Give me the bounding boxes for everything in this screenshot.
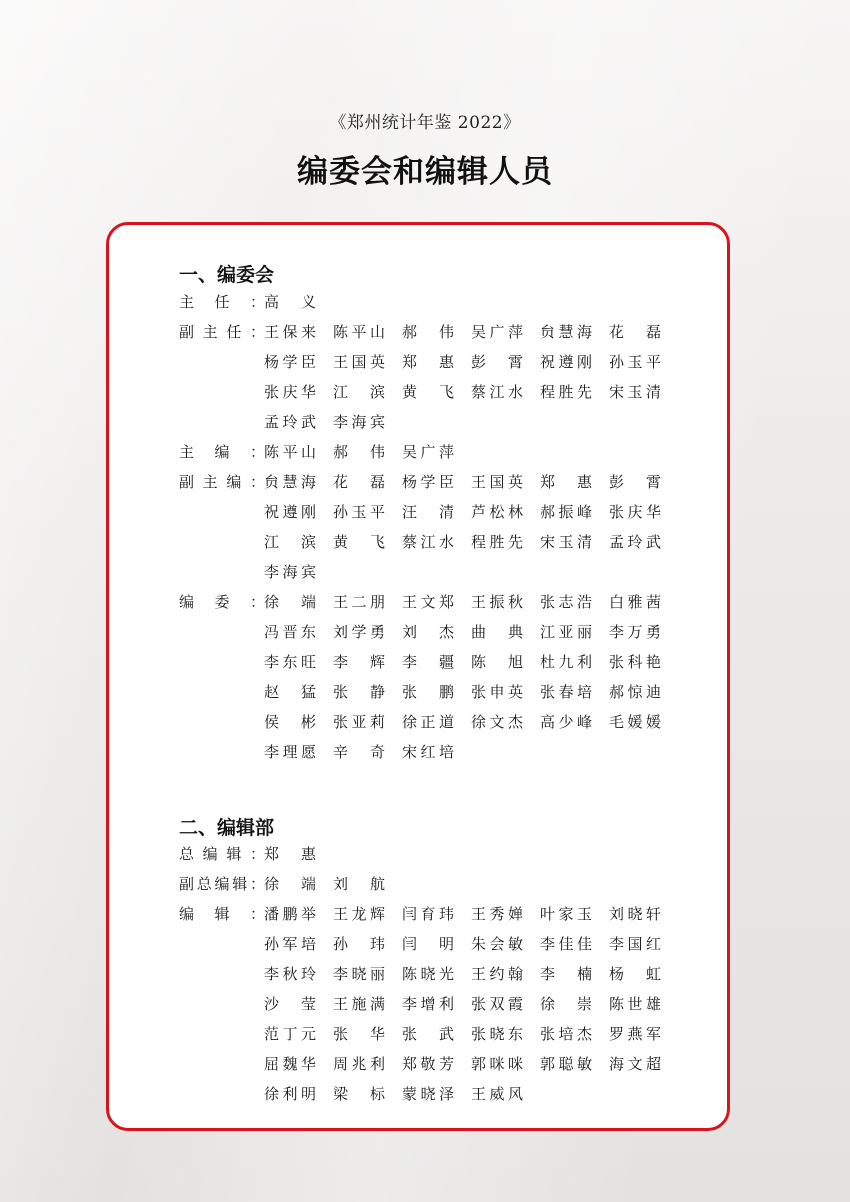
person-name: 李 辉 — [333, 653, 385, 671]
person-name: 李东旺 — [264, 653, 316, 671]
person-name: 叶家玉 — [540, 905, 592, 923]
person-name: 徐利明 — [264, 1085, 316, 1103]
names-deputy-editor-in-chief — [264, 869, 674, 899]
person-name: 张科艳 — [609, 653, 661, 671]
person-name: 徐正道 — [402, 713, 454, 731]
person-name: 陈世雄 — [609, 995, 661, 1013]
role-label-char: 任 — [214, 293, 230, 311]
person-name: 王二朋 — [333, 593, 385, 611]
person-name: 陈平山 — [333, 323, 385, 341]
person-name: 郝 伟 — [402, 323, 454, 341]
person-name: 张庆华 — [609, 503, 661, 521]
role-label-char: 主 — [179, 293, 195, 311]
role-label-char: 编 — [202, 845, 218, 863]
role-label-char: 编 — [214, 875, 230, 893]
role-label-editors — [179, 899, 265, 929]
person-name: 杨学臣 — [264, 353, 316, 371]
role-label-char: 辑 — [226, 845, 242, 863]
person-name: 孙 玮 — [333, 935, 385, 953]
person-name: 李佳佳 — [540, 935, 592, 953]
person-name: 侯 彬 — [264, 713, 316, 731]
person-name: 刘学勇 — [333, 623, 385, 641]
person-name: 李海宾 — [264, 563, 316, 581]
person-name: 刘晓轩 — [609, 905, 661, 923]
person-name: 张春培 — [540, 683, 592, 701]
person-name: 冯晋东 — [264, 623, 316, 641]
role-label-deputy-director — [179, 317, 265, 347]
role-label-char: 主 — [202, 473, 218, 491]
person-name: 徐 崇 — [540, 995, 592, 1013]
person-name: 辛 奇 — [333, 743, 385, 761]
role-label-char: 总 — [196, 875, 212, 893]
role-label-char: 主 — [179, 443, 195, 461]
role-label-char: ： — [249, 593, 265, 611]
person-name: 郝 伟 — [333, 443, 385, 461]
person-name: 张申英 — [471, 683, 523, 701]
person-name: 张 鹏 — [402, 683, 454, 701]
person-name: 王文郑 — [402, 593, 454, 611]
person-name: 郑 惠 — [540, 473, 592, 491]
person-name: 徐 端 — [264, 875, 316, 893]
names-chief-editor — [264, 437, 674, 467]
role-label-director — [179, 287, 265, 317]
person-name: 郑敬芳 — [402, 1055, 454, 1073]
person-name: 李 疆 — [402, 653, 454, 671]
person-name: 江亚丽 — [540, 623, 592, 641]
role-label-char: 编 — [179, 593, 195, 611]
names-board-members — [264, 587, 674, 767]
person-name: 李理愿 — [264, 743, 316, 761]
role-label-char: 编 — [214, 443, 230, 461]
person-name: 潘鹏举 — [264, 905, 316, 923]
person-name: 王国英 — [471, 473, 523, 491]
role-label-char: 副 — [179, 473, 195, 491]
names-director — [264, 287, 674, 317]
person-name: 程胜先 — [540, 383, 592, 401]
role-label-char: 任 — [226, 323, 242, 341]
role-label-char: 辑 — [232, 875, 248, 893]
role-label-char: 委 — [214, 593, 230, 611]
person-name: 黄 飞 — [402, 383, 454, 401]
person-name: 王保来 — [264, 323, 316, 341]
person-name: 王威风 — [471, 1085, 523, 1103]
person-name: 宋玉清 — [609, 383, 661, 401]
person-name: 郑 惠 — [264, 845, 316, 863]
person-name: 蔡江水 — [471, 383, 523, 401]
person-name: 王龙辉 — [333, 905, 385, 923]
person-name: 屈魏华 — [264, 1055, 316, 1073]
role-label-char: 主 — [202, 323, 218, 341]
person-name: 孙玉平 — [609, 353, 661, 371]
person-name: 陈平山 — [264, 443, 316, 461]
person-name: 张志浩 — [540, 593, 592, 611]
person-name: 徐文杰 — [471, 713, 523, 731]
person-name: 闫 明 — [402, 935, 454, 953]
person-name: 闫育玮 — [402, 905, 454, 923]
person-name: 江 滨 — [264, 533, 316, 551]
names-editors — [264, 899, 674, 1109]
person-name: 黄 飞 — [333, 533, 385, 551]
person-name: 赵 猛 — [264, 683, 316, 701]
person-name: 吴广萍 — [471, 323, 523, 341]
person-name: 郭咪咪 — [471, 1055, 523, 1073]
person-name: 孙军培 — [264, 935, 316, 953]
person-name: 王施满 — [333, 995, 385, 1013]
names-deputy-chief-editor — [264, 467, 674, 587]
person-name: 王秀婵 — [471, 905, 523, 923]
role-label-chief-editor — [179, 437, 265, 467]
person-name: 吴广萍 — [402, 443, 454, 461]
person-name: 曲 典 — [471, 623, 523, 641]
names-editor-in-chief — [264, 839, 674, 869]
person-name: 王国英 — [333, 353, 385, 371]
person-name: 张 静 — [333, 683, 385, 701]
person-name: 张庆华 — [264, 383, 316, 401]
person-name: 花 磊 — [333, 473, 385, 491]
person-name: 祝遵刚 — [540, 353, 592, 371]
person-name: 李 楠 — [540, 965, 592, 983]
person-name: 孟玲武 — [264, 413, 316, 431]
person-name: 范丁元 — [264, 1025, 316, 1043]
role-label-char: ： — [249, 875, 265, 893]
section-heading-editorial-department: 二、编辑部 — [179, 817, 275, 839]
person-name: 祝遵刚 — [264, 503, 316, 521]
person-name: 陈晓光 — [402, 965, 454, 983]
role-label-char: ： — [249, 473, 265, 491]
person-name: 孟玲武 — [609, 533, 661, 551]
role-label-char: ： — [249, 905, 265, 923]
role-label-char: ： — [249, 845, 265, 863]
person-name: 张亚莉 — [333, 713, 385, 731]
person-name: 蔡江水 — [402, 533, 454, 551]
role-label-char: 副 — [179, 323, 195, 341]
role-label-char: ： — [249, 293, 265, 311]
person-name: 杨 虹 — [609, 965, 661, 983]
person-name: 陈 旭 — [471, 653, 523, 671]
person-name: 程胜先 — [471, 533, 523, 551]
person-name: 张培杰 — [540, 1025, 592, 1043]
page-subtitle: 《郑州统计年鉴 2022》 — [329, 113, 521, 133]
role-label-char: 辑 — [214, 905, 230, 923]
person-name: 芦松林 — [471, 503, 523, 521]
person-name: 沙 莹 — [264, 995, 316, 1013]
person-name: 李晓丽 — [333, 965, 385, 983]
role-label-char: ： — [249, 323, 265, 341]
person-name: 杜九利 — [540, 653, 592, 671]
person-name: 刘 航 — [333, 875, 385, 893]
person-name: 李海宾 — [333, 413, 385, 431]
role-label-char: ： — [249, 443, 265, 461]
page-title: 编委会和编辑人员 — [297, 154, 553, 190]
person-name: 海文超 — [609, 1055, 661, 1073]
person-name: 李秋玲 — [264, 965, 316, 983]
names-deputy-director — [264, 317, 674, 437]
person-name: 毛媛媛 — [609, 713, 661, 731]
person-name: 白雅茜 — [609, 593, 661, 611]
person-name: 张晓东 — [471, 1025, 523, 1043]
person-name: 郭聪敏 — [540, 1055, 592, 1073]
person-name: 郝振峰 — [540, 503, 592, 521]
person-name: 汪 清 — [402, 503, 454, 521]
person-name: 王约翰 — [471, 965, 523, 983]
role-label-char: 总 — [179, 845, 195, 863]
person-name: 贠慧海 — [264, 473, 316, 491]
role-label-board-members — [179, 587, 265, 617]
role-label-deputy-editor-in-chief — [179, 869, 265, 899]
person-name: 宋玉清 — [540, 533, 592, 551]
person-name: 郑 惠 — [402, 353, 454, 371]
person-name: 孙玉平 — [333, 503, 385, 521]
person-name: 朱会敏 — [471, 935, 523, 953]
person-name: 蒙晓泽 — [402, 1085, 454, 1103]
person-name: 花 磊 — [609, 323, 661, 341]
role-label-char: 编 — [179, 905, 195, 923]
person-name: 郝惊迪 — [609, 683, 661, 701]
person-name: 江 滨 — [333, 383, 385, 401]
person-name: 梁 标 — [333, 1085, 385, 1103]
person-name: 张 武 — [402, 1025, 454, 1043]
person-name: 王振秋 — [471, 593, 523, 611]
person-name: 杨学臣 — [402, 473, 454, 491]
person-name: 刘 杰 — [402, 623, 454, 641]
person-name: 高 义 — [264, 293, 316, 311]
person-name: 张双霞 — [471, 995, 523, 1013]
person-name: 李增利 — [402, 995, 454, 1013]
person-name: 李国红 — [609, 935, 661, 953]
section-heading-editorial-board: 一、编委会 — [179, 264, 275, 286]
person-name: 李万勇 — [609, 623, 661, 641]
role-label-char: 副 — [179, 875, 195, 893]
person-name: 周兆利 — [333, 1055, 385, 1073]
person-name: 张 华 — [333, 1025, 385, 1043]
person-name: 贠慧海 — [540, 323, 592, 341]
role-label-editor-in-chief — [179, 839, 265, 869]
role-label-deputy-chief-editor — [179, 467, 265, 497]
person-name: 徐 端 — [264, 593, 316, 611]
role-label-char: 编 — [226, 473, 242, 491]
person-name: 彭 霄 — [609, 473, 661, 491]
person-name: 罗燕军 — [609, 1025, 661, 1043]
person-name: 高少峰 — [540, 713, 592, 731]
person-name: 宋红培 — [402, 743, 454, 761]
person-name: 彭 霄 — [471, 353, 523, 371]
